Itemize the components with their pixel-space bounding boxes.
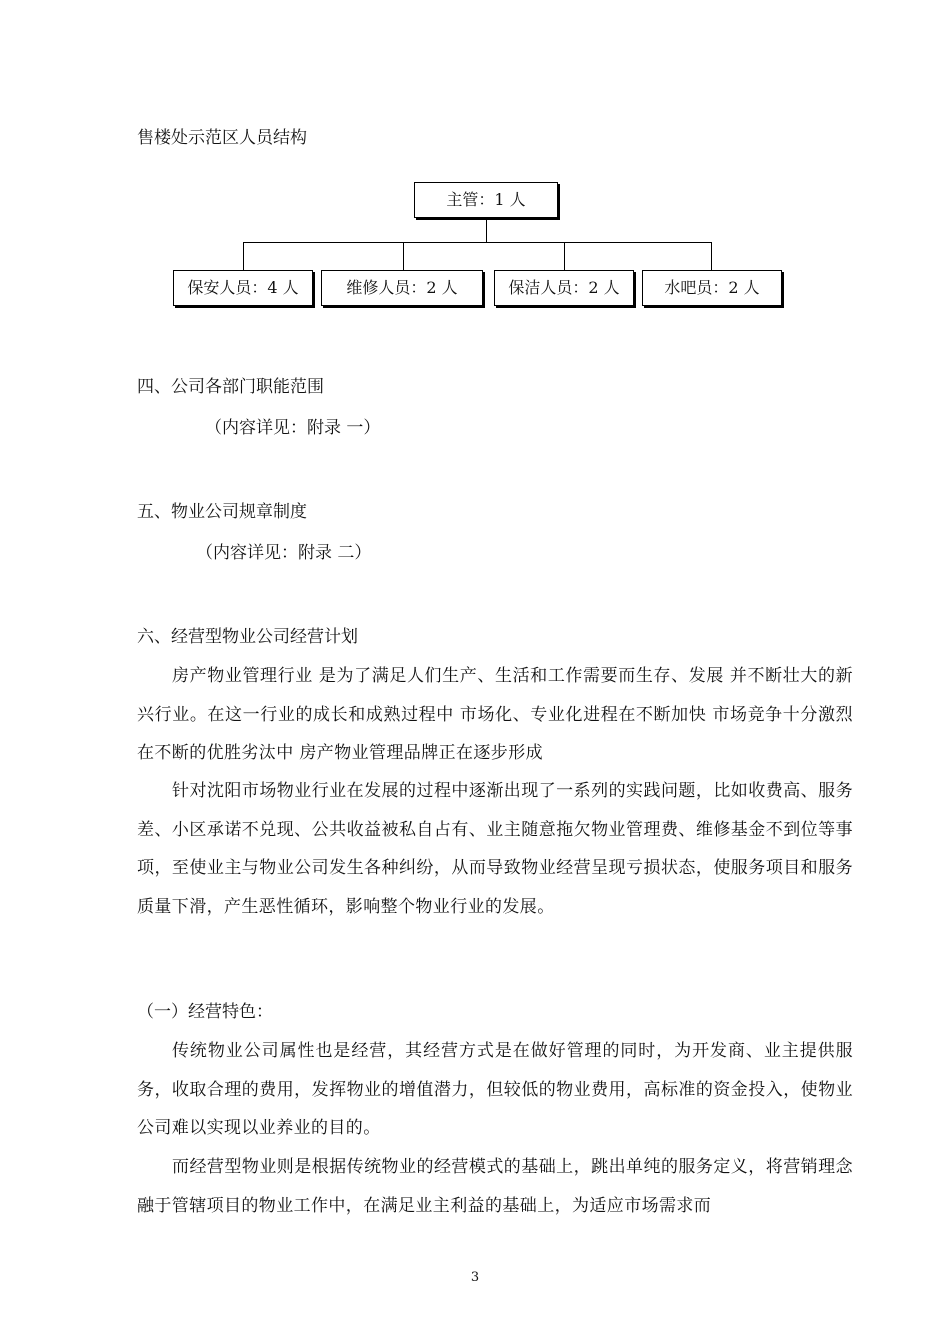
page-number: 3 [470,1270,480,1285]
section6-paragraph-1: 房产物业管理行业 是为了满足人们生产、生活和工作需要而生存、发展 并不断壮大的新兴行业。在这一行业的成长和成熟过程中 市场化、专业化进程在不断加快 市场竞争十分激烈 在不断的优胜劣汰中 房产物业管理品牌正在逐步形成 [137,666,853,763]
org-member-box: 保安人员：4 人 [173,270,313,306]
org-structure-title: 售楼处示范区人员结构 [137,128,307,148]
connector-line [564,242,565,270]
section6-paragraph-2: 针对沈阳市场物业行业在发展的过程中逐渐出现了一系列的实践问题，比如收费高、服务差、小区承诺不兑现、公共收益被私自占有、业主随意拖欠物业管理费、维修基金不到位等事项，至使业主与物业公司发生各种纠纷，从而导致物业经营呈现亏损状态，使服务项目和服务质量下滑，产生恶性循环，影响整个物业行业的发展。 [137,781,853,917]
connector-line [711,242,712,270]
subsection1-paragraph-1: 传统物业公司属性也是经营，其经营方式是在做好管理的同时，为开发商、业主提供服务，收取合理的费用，发挥物业的增值潜力，但较低的物业费用，高标准的资金投入，使物业公司难以实现以业养业的目的。 [137,1041,853,1138]
connector-line [486,218,487,242]
org-member-box: 维修人员：2 人 [321,270,483,306]
section4-note: （内容详见：附录 一） [205,418,381,438]
connector-line [403,242,404,270]
subsection1-paragraph-2: 而经营型物业则是根据传统物业的经营模式的基础上，跳出单纯的服务定义，将营销理念融于管辖项目的物业工作中，在满足业主利益的基础上，为适应市场需求而 [137,1157,853,1216]
connector-line [243,242,712,243]
connector-line [243,242,244,270]
section5-heading: 五、物业公司规章制度 [137,502,307,522]
section4-heading: 四、公司各部门职能范围 [137,377,324,397]
org-head-box: 主管：1 人 [414,182,558,218]
org-member-box: 水吧员：2 人 [642,270,782,306]
section6-heading: 六、经营型物业公司经营计划 [137,627,358,647]
org-member-box: 保洁人员：2 人 [494,270,634,306]
subsection1-heading: （一）经营特色： [137,1002,273,1022]
section5-note: （内容详见：附录 二） [196,543,372,563]
